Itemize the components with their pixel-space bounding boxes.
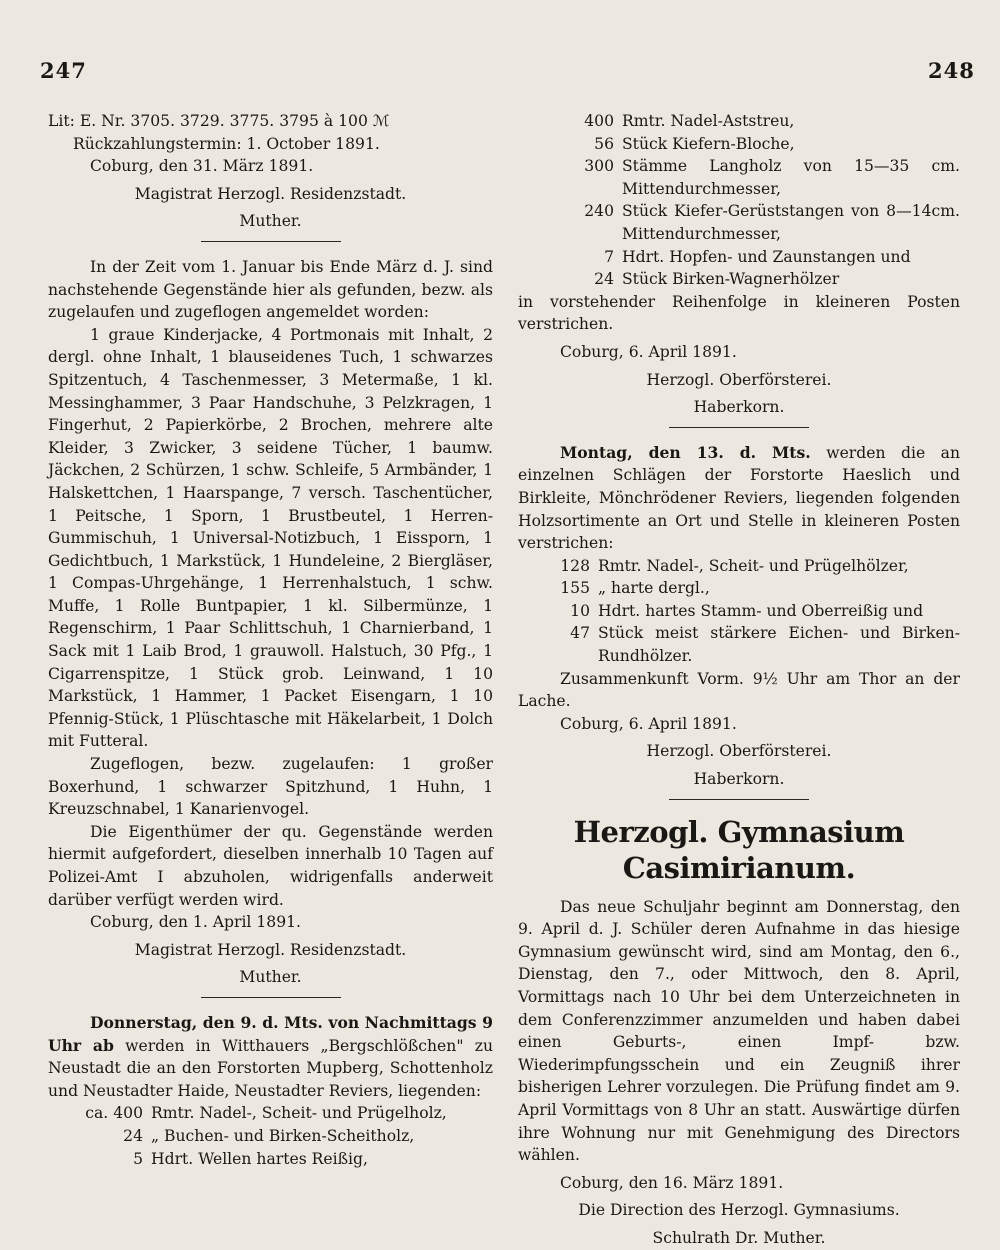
page-number-left: 247 bbox=[40, 58, 87, 83]
list-item bbox=[518, 200, 960, 245]
date-line: Coburg, den 31. März 1891. bbox=[90, 157, 314, 176]
lit-line: Lit: E. Nr. 3705. 3729. 3775. 3795 à 100 ℳ bbox=[48, 112, 390, 130]
signature-line: Magistrat Herzogl. Residenzstadt. bbox=[134, 940, 407, 959]
item-text: Stück Birken-Wagnerhölzer bbox=[622, 270, 840, 289]
item-quantity: 400 bbox=[584, 112, 614, 130]
page-number-right: 248 bbox=[928, 58, 975, 83]
list-item bbox=[518, 622, 960, 667]
found-items-list: 1 graue Kinderjacke, 4 Portmonais mit Inhalt, 2 dergl. ohne Inhalt, 1 blauseidenes Tuch, 1 schwarzes Spitzentuch, 4 Taschenmesser, 3 Metermaße, 1 kl. Messinghammer, 3 Paar Handschuhe, 3 Pelzkragen, 1 Fingerhut, 2 Papierkörbe, 2 Brochen, mehrere alte Kleider, 3 Zwicker, 3 seidene Tücher, 1 baumw. Jäckchen, 2 Schürzen, 1 schw. Schleife, 5 Armbänder, 1 Halskettchen, 1 Haarspange, 7 versch. Taschentücher, 1 Peitsche, 1 Sporn, 1 Brustbeutel, 1 Herren-Gummischuh, 1 Universal-Notizbuch, 1 Eissporn, 1 Gedichtbuch, 1 Markstück, 1 Hundeleine, 2 Biergläser, 1 Compas-Uhrgehänge, 1 Herrenhalstuch, 1 schw. Muffe, 1 Rolle Buntpapier, 1 kl. Silbermünze, 1 Regenschirm, 1 Paar Schlittschuh, 1 Charnierband, 1 Sack mit 1 Laib Brod, 1 grauwoll. Halstuch, 30 Pfg., 1 Cigarrenspitze, 1 Stück grob. Leinwand, 1 10 Markstück, 1 Hammer, 1 Packet Eisengarn, 1 10 Pfennig-Stück, 1 Plüschtasche mit Häkelarbeit, 1 Dolch mit Futteral. bbox=[48, 325, 493, 751]
date-line: Coburg, den 1. April 1891. bbox=[90, 913, 302, 932]
item-text: „ Buchen- und Birken-Scheitholz, bbox=[151, 1126, 415, 1145]
stray-animals: Zugeflogen, bezw. zugelaufen: 1 großer Boxerhund, 1 schwarzer Spitzhund, 1 Huhn, 1 Kreuzschnabel, 1 Kanarienvogel. bbox=[48, 755, 493, 819]
item-quantity: 24 bbox=[594, 270, 614, 289]
signature-name: Muther. bbox=[239, 968, 302, 987]
item-text: Hdrt. Hopfen- und Zaunstangen und bbox=[622, 247, 911, 266]
divider bbox=[669, 799, 809, 800]
notice-intro: In der Zeit vom 1. Januar bis Ende März d. J. sind nachstehende Gegenstände hier als gefunden, bezw. als zugelaufen und zugeflogen angemeldet worden: bbox=[48, 257, 493, 322]
list-item bbox=[48, 1102, 493, 1125]
date-line: Coburg, 6. April 1891. bbox=[560, 714, 737, 733]
signature-name: Haberkorn. bbox=[693, 398, 785, 417]
item-quantity: 300 bbox=[584, 157, 614, 176]
divider bbox=[201, 241, 341, 242]
list-item bbox=[518, 110, 960, 133]
auction-notice bbox=[48, 1012, 493, 1102]
item-text: Stämme Langholz von 15—35 cm. Mittendurchmesser, bbox=[622, 157, 960, 198]
left-column bbox=[48, 110, 493, 1170]
list-item bbox=[518, 133, 960, 156]
meeting-info: Zusammenkunft Vorm. 9½ Uhr am Thor an der Lache. bbox=[518, 669, 960, 711]
auction-date: Montag, den 13. d. Mts. bbox=[560, 442, 811, 462]
owner-notice: Die Eigenthümer der qu. Gegenstände werden hiermit aufgefordert, dieselben innerhalb 10 Tagen auf Polizei-Amt I abzuholen, widrigenfalls anderweit darüber verfügt werden wird. bbox=[48, 822, 493, 909]
list-item bbox=[48, 1148, 493, 1171]
divider bbox=[669, 427, 809, 428]
signature-name: Schulrath Dr. Muther. bbox=[652, 1228, 826, 1247]
wood-list bbox=[518, 110, 960, 291]
list-item bbox=[518, 246, 960, 269]
list-item bbox=[518, 577, 960, 600]
divider bbox=[201, 997, 341, 998]
rueckzahlung-line: Rückzahlungstermin: 1. October 1891. bbox=[73, 134, 380, 153]
item-quantity: 128 bbox=[560, 556, 590, 575]
item-text: Hdrt. Wellen hartes Reißig, bbox=[151, 1149, 368, 1168]
signature-name: Muther. bbox=[239, 212, 302, 231]
list-item bbox=[518, 600, 960, 623]
signature-line: Herzogl. Oberförsterei. bbox=[646, 370, 832, 389]
item-text: Stück meist stärkere Eichen- und Birken-Rundhölzer. bbox=[598, 624, 960, 666]
right-column bbox=[518, 110, 960, 1250]
wood-list bbox=[518, 555, 960, 668]
signature-name: Haberkorn. bbox=[693, 770, 785, 789]
auction-closing: in vorstehender Reihenfolge in kleineren Posten verstrichen. bbox=[518, 292, 960, 334]
item-quantity: 155 bbox=[560, 579, 590, 598]
list-item bbox=[518, 268, 960, 291]
item-text: „ harte dergl., bbox=[598, 579, 710, 598]
signature-line: Magistrat Herzogl. Residenzstadt. bbox=[134, 184, 407, 203]
item-text: Rmtr. Nadel-, Scheit- und Prügelholz, bbox=[151, 1104, 447, 1123]
signature-line: Die Direction des Herzogl. Gymnasiums. bbox=[578, 1201, 900, 1220]
item-text: Rmtr. Nadel-Aststreu, bbox=[622, 112, 795, 130]
auction-text: werden die an einzelnen Schlägen der Forstorte Haeslich und Birkleite, Mönchrödener Reviers, liegenden folgenden Holzsortimente an Ort und Stelle in kleineren Posten verstrichen: bbox=[518, 443, 960, 553]
wood-list bbox=[48, 1102, 493, 1170]
item-quantity: 7 bbox=[604, 247, 614, 266]
date-line: Coburg, den 16. März 1891. bbox=[560, 1173, 784, 1192]
list-item bbox=[518, 155, 960, 200]
auction-date: Donnerstag, den 9. d. Mts. von Nachmittags 9 Uhr ab bbox=[48, 1012, 493, 1055]
item-quantity: 240 bbox=[584, 202, 614, 221]
item-text: Hdrt. hartes Stamm- und Oberreißig und bbox=[598, 601, 924, 620]
item-quantity: 10 bbox=[570, 601, 590, 620]
item-text: Rmtr. Nadel-, Scheit- und Prügelhölzer, bbox=[598, 556, 909, 575]
item-quantity: ca. 400 bbox=[85, 1104, 143, 1123]
section-heading: Herzogl. Gymnasium Casimirianum. bbox=[573, 814, 905, 885]
item-quantity: 47 bbox=[570, 624, 590, 643]
signature-line: Herzogl. Oberförsterei. bbox=[646, 742, 832, 761]
list-item bbox=[518, 555, 960, 578]
school-notice: Das neue Schuljahr beginnt am Donnerstag, den 9. April d. J. Schüler deren Aufnahme in das hiesige Gymnasium gewünscht wird, sind am Montag, den 6., Dienstag, den 7., oder Mittwoch, den 8. April, Vormittags nach 10 Uhr bei dem Unterzeichneten in dem Conferenzzimmer anzumelden und haben dabei einen Geburts-, einen Impf- bzw. Wiederimpfungsschein und ein Zeugniß ihrer bisherigen Lehrer vorzulegen. Die Prüfung findet am 9. April Vormittags von 8 Uhr an statt. Auswärtige dürfen ihre Wohnung nur mit Genehmigung des Directors wählen. bbox=[518, 897, 960, 1165]
item-quantity: 5 bbox=[133, 1149, 143, 1168]
item-quantity: 24 bbox=[123, 1126, 143, 1145]
list-item bbox=[48, 1125, 493, 1148]
item-text: Stück Kiefer-Gerüststangen von 8—14cm. Mittendurchmesser, bbox=[622, 202, 960, 243]
auction-text: werden in Witthauers „Bergschlößchen" zu Neustadt die an den Forstorten Mupberg, Schottenholz und Neustadter Haide, Neustadter Reviers, liegenden: bbox=[48, 1036, 493, 1100]
date-line: Coburg, 6. April 1891. bbox=[560, 342, 737, 361]
item-text: Stück Kiefern-Bloche, bbox=[622, 134, 795, 153]
item-quantity: 56 bbox=[594, 134, 614, 153]
auction-notice bbox=[518, 442, 960, 555]
